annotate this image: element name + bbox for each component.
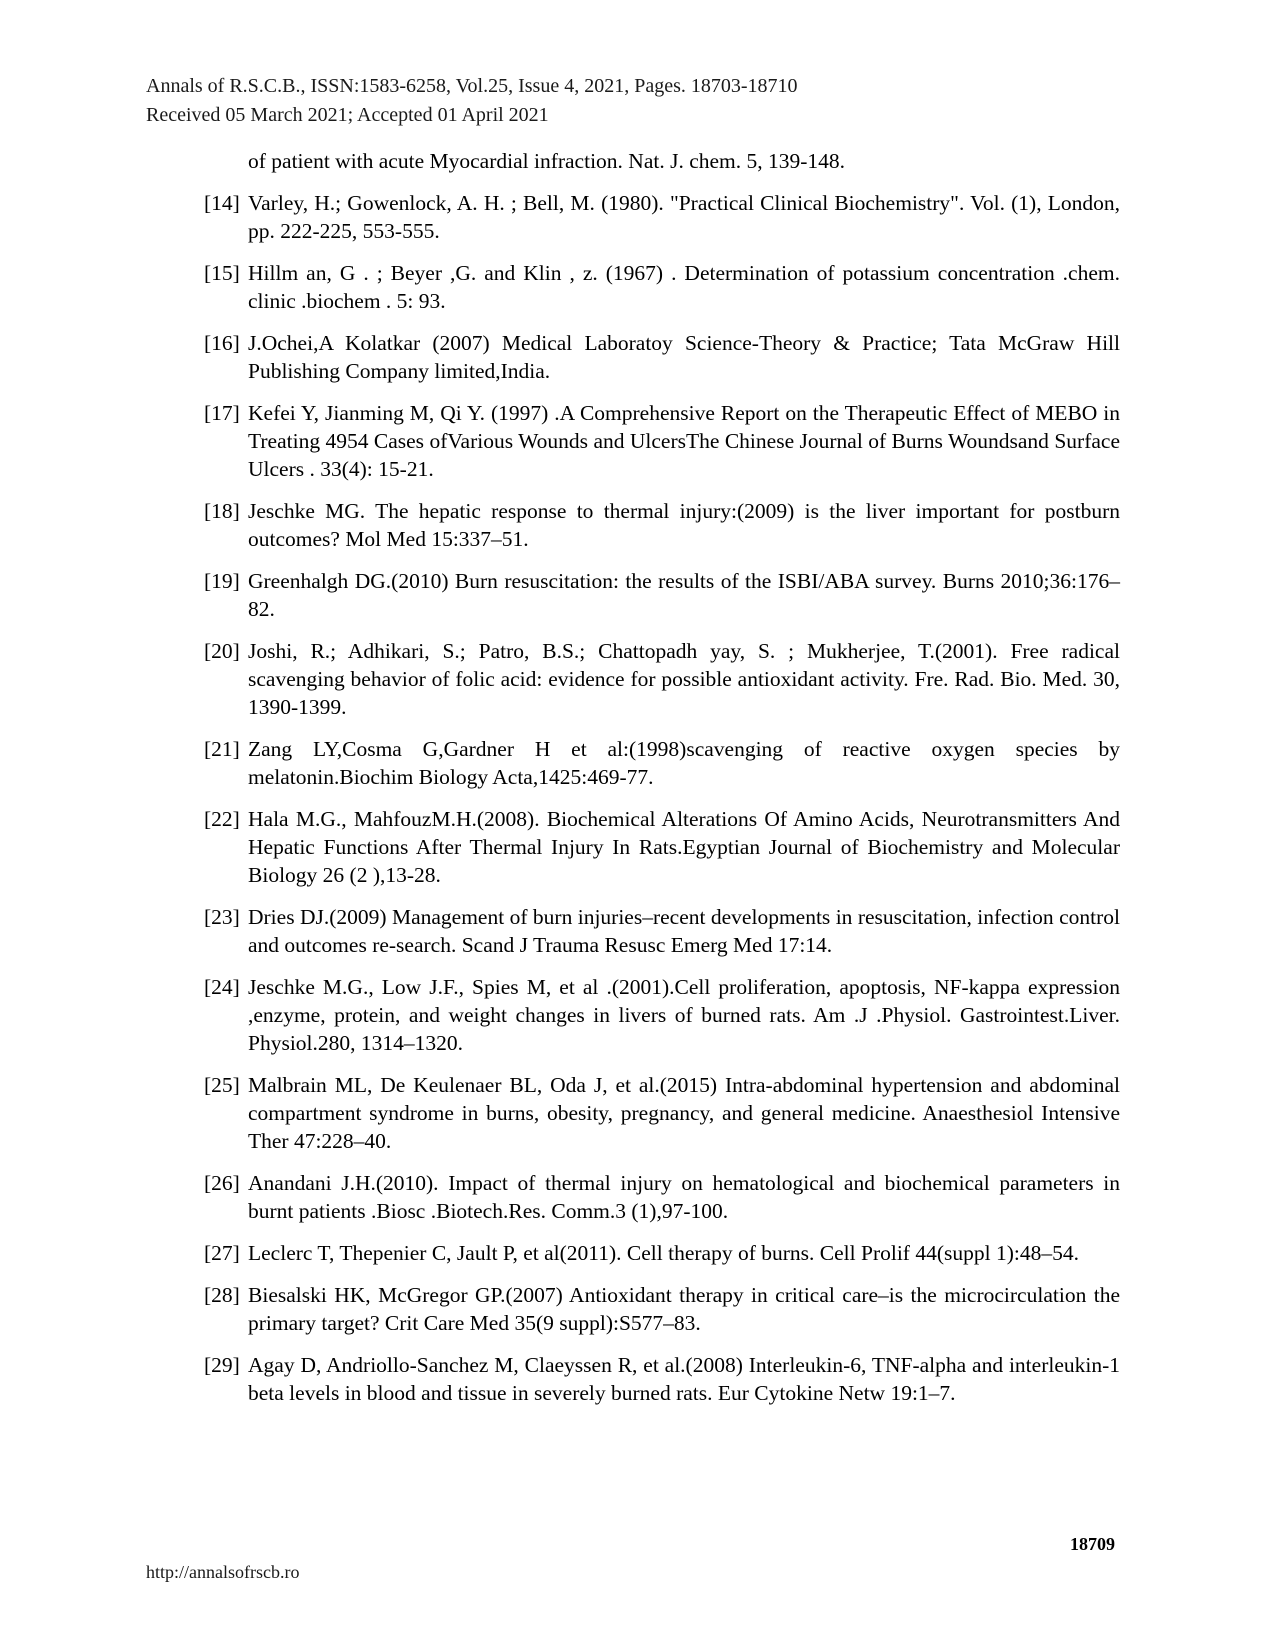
reference-list [204,147,1120,1421]
reference-item [204,1351,1120,1407]
reference-item [204,1071,1120,1155]
reference-text: Hala M.G., MahfouzM.H.(2008). Biochemical Alterations Of Amino Acids, Neurotransmitters And Hepatic Functions After Thermal Injury In Rats.Egyptian Journal of Biochemistry and Molecular Biology 26 (2 ),13-28. [248,807,1120,887]
reference-item [204,1281,1120,1337]
reference-text: Leclerc T, Thepenier C, Jault P, et al(2011). Cell therapy of burns. Cell Prolif 44(suppl 1):48–54. [248,1241,1079,1265]
page-number: 18709 [1070,1534,1115,1554]
reference-item [204,1169,1120,1225]
reference-number: [22] [204,807,240,831]
reference-text: Anandani J.H.(2010). Impact of thermal injury on hematological and biochemical parameters in burnt patients .Biosc .Biotech.Res. Comm.3 (1),97-100. [248,1171,1120,1223]
reference-item [204,189,1120,245]
reference-number: [23] [204,905,240,929]
reference-item [204,805,1120,889]
reference-item [204,259,1120,315]
footer-url: http://annalsofrscb.ro [146,1562,300,1582]
reference-text: Greenhalgh DG.(2010) Burn resuscitation: the results of the ISBI/ABA survey. Burns 2010;36:176–82. [248,569,1120,621]
reference-text: Joshi, R.; Adhikari, S.; Patro, B.S.; Chattopadh yay, S. ; Mukherjee, T.(2001). Free radical scavenging behavior of folic acid: evidence for possible antioxidant activity. Fre. Rad. Bio. Med. 30, 1390-1399. [248,639,1120,719]
reference-number: [25] [204,1073,240,1097]
reference-text: Biesalski HK, McGregor GP.(2007) Antioxidant therapy in critical care–is the microcirculation the primary target? Crit Care Med 35(9 suppl):S577–83. [248,1283,1120,1335]
reference-text: Kefei Y, Jianming M, Qi Y. (1997) .A Comprehensive Report on the Therapeutic Effect of MEBO in Treating 4954 Cases ofVarious Wounds and UlcersThe Chinese Journal of Burns Woundsand Surface Ulcers . 33(4): 15-21. [248,401,1120,481]
reference-number: [19] [204,569,240,593]
reference-item [204,735,1120,791]
reference-number: [27] [204,1241,240,1265]
reference-number: [21] [204,737,240,761]
reference-text: Zang LY,Cosma G,Gardner H et al:(1998)scavenging of reactive oxygen species by melatonin.Biochim Biology Acta,1425:469-77. [248,737,1120,789]
reference-text: Jeschke M.G., Low J.F., Spies M, et al .(2001).Cell proliferation, apoptosis, NF-kappa expression ,enzyme, protein, and weight changes in livers of burned rats. Am .J .Physiol. Gastrointest.Liver. Physiol.280, 1314–1320. [248,975,1120,1055]
reference-number: [28] [204,1283,240,1307]
reference-number: [14] [204,191,240,215]
reference-text: Varley, H.; Gowenlock, A. H. ; Bell, M. (1980). "Practical Clinical Biochemistry". Vol. (1), London, pp. 222-225, 553-555. [248,191,1120,243]
reference-number: [29] [204,1353,240,1377]
reference-text: Agay D, Andriollo-Sanchez M, Claeyssen R, et al.(2008) Interleukin-6, TNF-alpha and interleukin-1 beta levels in blood and tissue in severely burned rats. Eur Cytokine Netw 19:1–7. [248,1353,1120,1405]
reference-text: Jeschke MG. The hepatic response to thermal injury:(2009) is the liver important for postburn outcomes? Mol Med 15:337–51. [248,499,1120,551]
reference-text: J.Ochei,A Kolatkar (2007) Medical Laboratoy Science-Theory & Practice; Tata McGraw Hill Publishing Company limited,India. [248,331,1120,383]
header-citation-line: Annals of R.S.C.B., ISSN:1583-6258, Vol.25, Issue 4, 2021, Pages. 18703-18710 [146,75,798,97]
reference-item [204,1239,1120,1267]
reference-item [204,903,1120,959]
reference-item [204,329,1120,385]
reference-item [204,637,1120,721]
reference-item [204,973,1120,1057]
reference-number: [18] [204,499,240,523]
reference-continuation: of patient with acute Myocardial infraction. Nat. J. chem. 5, 139-148. [248,149,846,173]
reference-text: Dries DJ.(2009) Management of burn injuries–recent developments in resuscitation, infection control and outcomes re-search. Scand J Trauma Resusc Emerg Med 17:14. [248,905,1120,957]
reference-number: [17] [204,401,240,425]
reference-number: [15] [204,261,240,285]
reference-number: [26] [204,1171,240,1195]
reference-number: [20] [204,639,240,663]
reference-item [204,567,1120,623]
reference-number: [24] [204,975,240,999]
reference-text: Hillm an, G . ; Beyer ,G. and Klin , z. (1967) . Determination of potassium concentration .chem. clinic .biochem . 5: 93. [248,261,1120,313]
reference-item [204,497,1120,553]
reference-number: [16] [204,331,240,355]
reference-item [204,399,1120,483]
journal-header [146,72,798,130]
header-dates-line: Received 05 March 2021; Accepted 01 April 2021 [146,104,549,126]
reference-text: Malbrain ML, De Keulenaer BL, Oda J, et al.(2015) Intra-abdominal hypertension and abdominal compartment syndrome in burns, obesity, pregnancy, and general medicine. Anaesthesiol Intensive Ther 47:228–40. [248,1073,1120,1153]
